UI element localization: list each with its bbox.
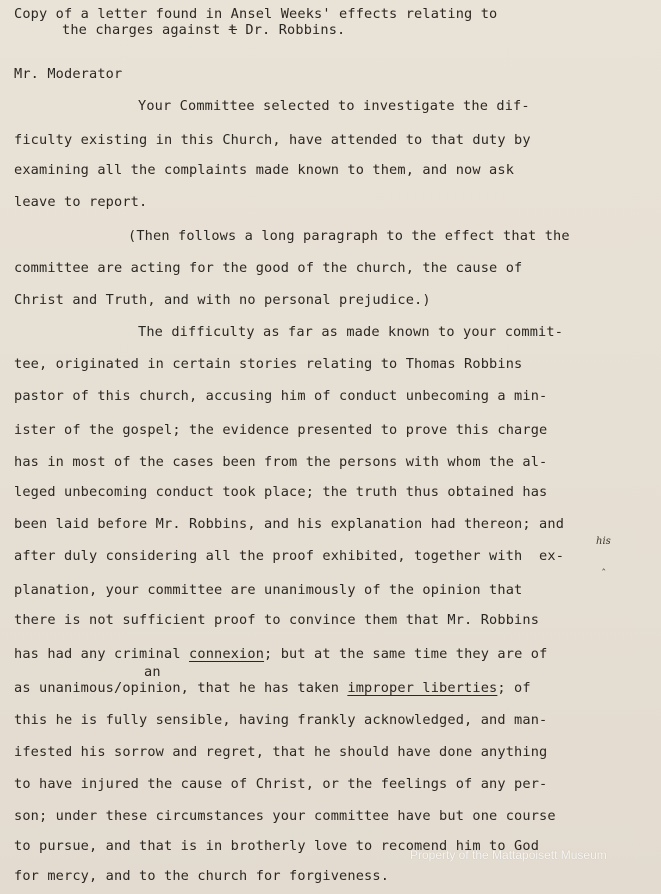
paragraph-1-line-3: examining all the complaints made known to them, and now ask [14,162,515,178]
heading-line-2-end: Dr. Robbins. [237,22,346,38]
paragraph-1-line-4: leave to report. [14,194,148,210]
paragraph-2-line-1: (Then follows a long paragraph to the effect that the [128,228,570,244]
salutation: Mr. Moderator [14,66,123,82]
museum-watermark: Property of the Mattapoisett Museum [410,848,607,862]
paragraph-3-line-9: planation, your committee are unanimously of the opinion that [14,582,523,598]
insertion-caret: ‸ [602,560,606,571]
paragraph-3-line-10: there is not sufficient proof to convince them that Mr. Robbins [14,612,540,628]
line-11-pre: has had any criminal [14,646,190,662]
paragraph-3-line-16: son; under these circumstances your committee have but one course [14,808,556,824]
paragraph-3-line-11 [14,648,547,662]
insertion-an: an [144,664,161,680]
paragraph-3-line-13: this he is fully sensible, having frankly acknowledged, and man- [14,712,548,728]
paragraph-3-line-7: been laid before Mr. Robbins, and his explanation had thereon; and [14,516,565,532]
paragraph-3-line-12 [14,682,531,696]
line-12-post: ; of [497,680,531,696]
heading-line-2 [62,24,345,38]
paragraph-3-line-3: pastor of this church, accusing him of conduct unbecoming a min- [14,388,548,404]
paragraph-3-line-18: for mercy, and to the church for forgiveness. [14,868,390,884]
line-11-post: ; but at the same time they are of [264,646,548,662]
paragraph-2-line-2: committee are acting for the good of the church, the cause of [14,260,523,276]
handwritten-insertion-his: his [596,536,611,547]
paragraph-3-line-5: has in most of the cases been from the persons with whom the al- [14,454,548,470]
paragraph-1-line-2: ficulty existing in this Church, have attended to that duty by [14,132,531,148]
struck-character: t [228,22,238,38]
paragraph-3-line-2: tee, originated in certain stories relating to Thomas Robbins [14,356,523,372]
paragraph-3-line-1: The difficulty as far as made known to your commit- [138,324,564,340]
heading-line-2-text: the charges against [62,22,229,38]
paragraph-2-line-3: Christ and Truth, and with no personal prejudice.) [14,292,431,308]
heading-line-1: Copy of a letter found in Ansel Weeks' effects relating to [14,6,498,22]
underlined-improper-liberties: improper liberties [347,680,498,696]
underlined-connexion: connexion [189,646,265,662]
paragraph-1-line-1: Your Committee selected to investigate the dif- [138,98,530,114]
paragraph-3-line-15: to have injured the cause of Christ, or the feelings of any per- [14,776,548,792]
paragraph-3-line-8: after duly considering all the proof exhibited, together with ex- [14,548,565,564]
paragraph-3-line-4: ister of the gospel; the evidence presented to prove this charge [14,422,548,438]
line-12-pre: as unanimous/opinion, that he has taken [14,680,348,696]
paragraph-3-line-14: ifested his sorrow and regret, that he should have done anything [14,744,548,760]
paragraph-3-line-17: to pursue, and that is in brotherly love to recomend him to God [14,838,540,854]
paragraph-3-line-6: leged unbecoming conduct took place; the truth thus obtained has [14,484,548,500]
